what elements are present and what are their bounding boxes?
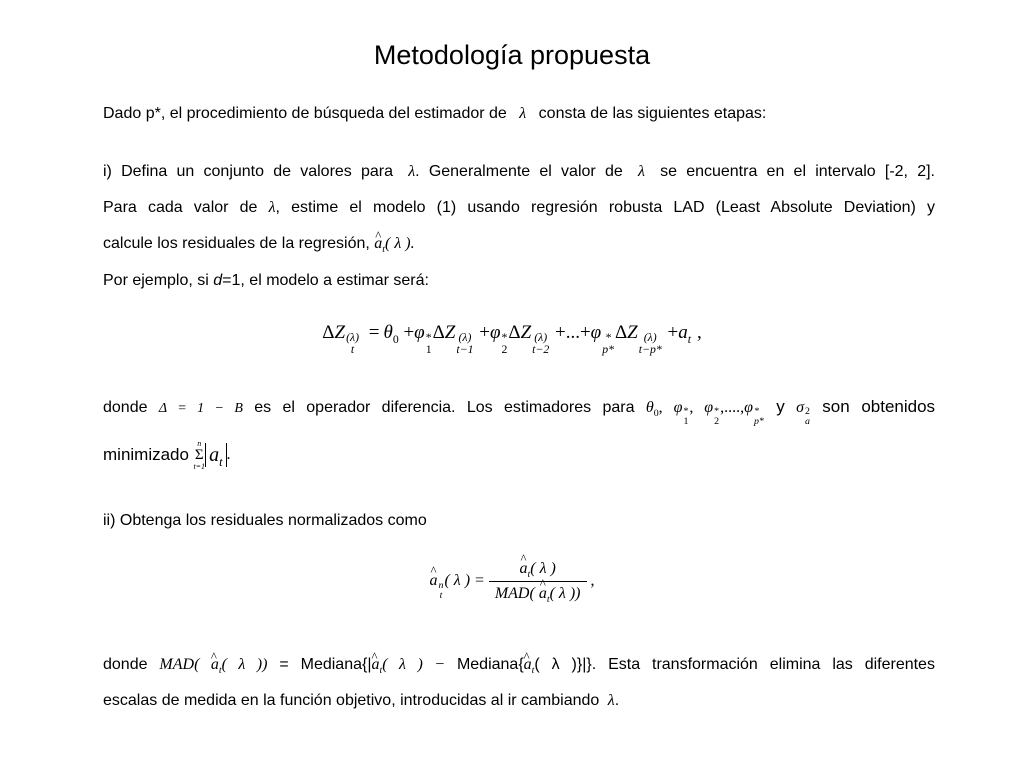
phi-symbol: φ <box>590 322 602 343</box>
summation <box>193 440 205 471</box>
theta-symbol: θ <box>645 399 654 416</box>
step1-line2-b: , estime el modelo (1) usando regresión robusta LAD (Least Absolute Deviation) y <box>275 199 935 216</box>
den-mad: MAD( <box>494 585 535 602</box>
lhs-sup: n <box>438 579 444 591</box>
abs-sub: t <box>219 455 223 469</box>
residual-expression <box>374 235 415 256</box>
mediana2-arg: ( λ )}|}. <box>534 656 597 673</box>
lambda-symbol: λ <box>607 692 615 709</box>
phi-star: * <box>683 406 689 418</box>
phi-star: * <box>753 406 759 418</box>
lambda-symbol: λ <box>408 163 416 180</box>
abs-a: a <box>209 444 220 466</box>
phi-star: * <box>714 406 720 418</box>
z-sup: (λ) <box>534 330 548 344</box>
step2-line <box>103 504 935 538</box>
slide-title: Metodología propuesta <box>373 40 651 70</box>
a-sub: t <box>687 332 691 346</box>
z-sub-t2: t−2 <box>532 342 550 356</box>
z-variable: Z <box>444 322 456 343</box>
intro-text-before: Dado p*, el procedimiento de búsqueda del estimador de <box>103 105 507 122</box>
step1-line1-b: . Generalmente el valor de <box>415 163 623 180</box>
theta-sub: 0 <box>392 332 399 346</box>
delta-symbol: Δ <box>614 322 628 343</box>
period: . <box>226 446 231 463</box>
step1-line1-a: i) Defina un conjunto de valores para <box>103 163 394 180</box>
z-sub-t1: t−1 <box>456 342 474 356</box>
obtained-text: son obtenidos <box>822 397 936 416</box>
sigma-sup: 2 <box>804 406 810 418</box>
fraction-denominator <box>489 581 587 606</box>
lhs-sub: t <box>439 589 443 601</box>
phi-star: * <box>605 330 612 344</box>
phi-symbol: φ <box>744 399 753 416</box>
sigma-sub: a <box>804 416 810 428</box>
z-variable: Z <box>520 322 532 343</box>
mediana-arg: ( λ ) − <box>382 656 446 673</box>
phi-star: * <box>501 330 508 344</box>
den-a: a ^ <box>539 585 547 603</box>
mediana-text: = Mediana{| <box>279 656 372 673</box>
donde-word: donde <box>103 399 148 416</box>
plus-sign: + <box>403 322 415 343</box>
donde-word: donde <box>103 656 148 673</box>
residual-sub: t <box>382 244 386 256</box>
mediana2-term <box>523 656 535 677</box>
num-arg: ( λ ) <box>530 560 556 577</box>
equation-comma: , <box>696 322 702 343</box>
phi-sub-1: 1 <box>425 342 432 356</box>
donde1-line1 <box>103 390 935 427</box>
theta-sub: 0 <box>653 408 659 420</box>
abs-value <box>205 443 226 467</box>
example-line <box>103 264 935 298</box>
lhs-a: a ^ <box>429 572 437 590</box>
sum-lower: t=1 <box>193 461 206 471</box>
sigma-symbol: σ <box>796 399 804 416</box>
normalized-equation <box>0 560 1024 606</box>
z-variable: Z <box>627 322 638 343</box>
normalized-fraction <box>489 560 587 606</box>
lhs-arg: ( λ ) = <box>444 572 485 590</box>
num-sub: t <box>527 569 531 581</box>
lambda-symbol: λ <box>637 163 645 180</box>
mediana2-text: Mediana{ <box>456 656 524 673</box>
phi-sub-2: 2 <box>714 416 720 428</box>
separator: , <box>689 399 705 416</box>
y-conjunction: y <box>776 397 785 416</box>
phi-symbol: φ <box>414 322 425 343</box>
z-variable: Z <box>334 322 346 343</box>
den-arg: ( λ )) <box>549 585 581 602</box>
phi-symbol: φ <box>704 399 714 416</box>
donde1-text: es el operador diferencia. Los estimadores para <box>254 399 635 416</box>
donde2-line1 <box>103 648 935 682</box>
mad-label: MAD( <box>159 656 200 673</box>
plus-sign: + <box>667 322 679 343</box>
example-d: d <box>213 272 223 289</box>
separator: , <box>658 399 674 416</box>
sum-upper: n <box>197 438 202 448</box>
residual-arg: ( λ ). <box>385 235 415 252</box>
normalized-lhs <box>429 572 485 601</box>
phi-sub-pstar: p* <box>753 416 764 428</box>
equation-comma: , <box>590 572 595 590</box>
delta-symbol: Δ <box>432 322 445 343</box>
donde2-line2 <box>103 684 935 718</box>
donde1-line2 <box>103 435 935 475</box>
fraction-numerator <box>513 560 561 581</box>
phi-sub-pstar: p* <box>602 342 614 356</box>
mediana2-sub: t <box>531 665 535 677</box>
sigma-expression <box>796 399 811 428</box>
phi-star: * <box>425 330 432 344</box>
period: . <box>614 692 620 709</box>
estimators-list <box>645 399 765 428</box>
lambda-symbol: λ <box>519 105 527 122</box>
den-sub: t <box>546 594 550 606</box>
z-sup: (λ) <box>346 330 359 344</box>
intro-paragraph <box>103 97 935 131</box>
step1-line1 <box>103 155 935 189</box>
step1-line2 <box>103 191 935 225</box>
difference-operator: Δ = 1 − B <box>158 401 243 416</box>
example-a: Por ejemplo, si <box>103 272 214 289</box>
phi-sub-1: 1 <box>683 416 689 428</box>
mad-a: a ^ <box>211 648 219 682</box>
step1-line2-a: Para cada valor de <box>103 199 258 216</box>
theta-symbol: θ <box>383 322 393 343</box>
phi-symbol: φ <box>489 322 501 343</box>
mad-arg: ( λ )) <box>221 656 268 673</box>
z-sub-tp: t−p* <box>638 342 662 356</box>
step1-line3-a: calcule los residuales de la regresión, <box>103 235 370 252</box>
mediana-sub: t <box>379 665 383 677</box>
z-sub: t <box>350 342 355 356</box>
phi-sub-2: 2 <box>501 342 508 356</box>
step1-line1-c: se encuentra en el intervalo [-2, 2]. <box>660 163 935 180</box>
mad-sub: t <box>218 665 222 677</box>
minimized-text: minimizado <box>103 445 189 464</box>
delta-symbol: Δ <box>322 322 335 343</box>
plus-sign: + <box>479 322 490 343</box>
donde2-line2-text: escalas de medida en la función objetivo, introducidas al ir cambiando <box>103 692 600 709</box>
z-sup: (λ) <box>643 330 657 344</box>
example-b: =1, el modelo a estimar será: <box>222 272 429 289</box>
mad-expression <box>159 656 268 677</box>
delta-symbol: Δ <box>508 322 521 343</box>
phi-symbol: φ <box>673 399 683 416</box>
residual-a: a ^ <box>374 227 382 261</box>
model-equation <box>0 322 1024 356</box>
z-sup: (λ) <box>458 330 472 344</box>
esta-text: Esta transformación elimina las diferentes <box>608 656 935 673</box>
lambda-symbol: λ <box>268 199 276 216</box>
estimator-dots: ,...., <box>720 399 745 416</box>
mediana-a: a ^ <box>372 648 380 682</box>
step1-line3 <box>103 227 935 261</box>
a-variable: a <box>678 322 688 343</box>
mediana2-a: a ^ <box>524 648 532 682</box>
sum-sigma: Σ <box>194 446 204 463</box>
num-a: a ^ <box>519 560 527 578</box>
step2-text: ii) Obtenga los residuales normalizados como <box>103 512 427 529</box>
mediana-term <box>371 656 446 677</box>
equals-sign: = <box>368 322 380 343</box>
intro-text-after: consta de las siguientes etapas: <box>538 105 767 122</box>
ellipsis: +...+ <box>554 322 591 343</box>
